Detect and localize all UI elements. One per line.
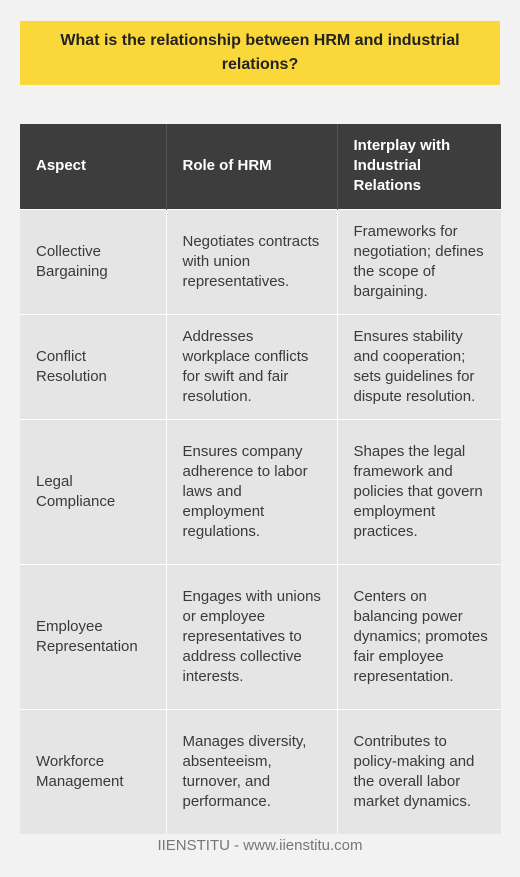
cell-role: Addresses workplace conflicts for swift and fair resolution.	[166, 314, 337, 419]
cell-role: Manages diversity, absenteeism, turnover, and performance.	[166, 709, 337, 834]
page-title: What is the relationship between HRM and industrial relations?	[60, 32, 460, 73]
table-row	[20, 209, 501, 314]
table-row	[20, 419, 501, 564]
header-role-of-hrm: Role of HRM	[166, 124, 337, 209]
cell-interplay: Shapes the legal framework and policies that govern employment practices.	[337, 419, 501, 564]
cell-role: Ensures company adherence to labor laws and employment regulations.	[166, 419, 337, 564]
cell-interplay: Contributes to policy-making and the overall labor market dynamics.	[337, 709, 501, 834]
cell-aspect: Workforce Management	[20, 709, 166, 834]
table-row	[20, 564, 501, 709]
cell-role: Negotiates contracts with union representatives.	[166, 209, 337, 314]
header-aspect: Aspect	[20, 124, 166, 209]
table-header-row	[20, 124, 501, 209]
cell-interplay: Centers on balancing power dynamics; promotes fair employee representation.	[337, 564, 501, 709]
header-interplay: Interplay with Industrial Relations	[337, 124, 501, 209]
cell-aspect: Employee Representation	[20, 564, 166, 709]
cell-interplay: Ensures stability and cooperation; sets guidelines for dispute resolution.	[337, 314, 501, 419]
title-banner	[20, 21, 500, 85]
footer-credit: IIENSTITU - www.iienstitu.com	[157, 837, 363, 854]
cell-role: Engages with unions or employee representatives to address collective interests.	[166, 564, 337, 709]
comparison-table	[20, 124, 501, 834]
cell-interplay: Frameworks for negotiation; defines the scope of bargaining.	[337, 209, 501, 314]
cell-aspect: Collective Bargaining	[20, 209, 166, 314]
cell-aspect: Conflict Resolution	[20, 314, 166, 419]
cell-aspect: Legal Compliance	[20, 419, 166, 564]
table-row	[20, 314, 501, 419]
table-row	[20, 709, 501, 834]
